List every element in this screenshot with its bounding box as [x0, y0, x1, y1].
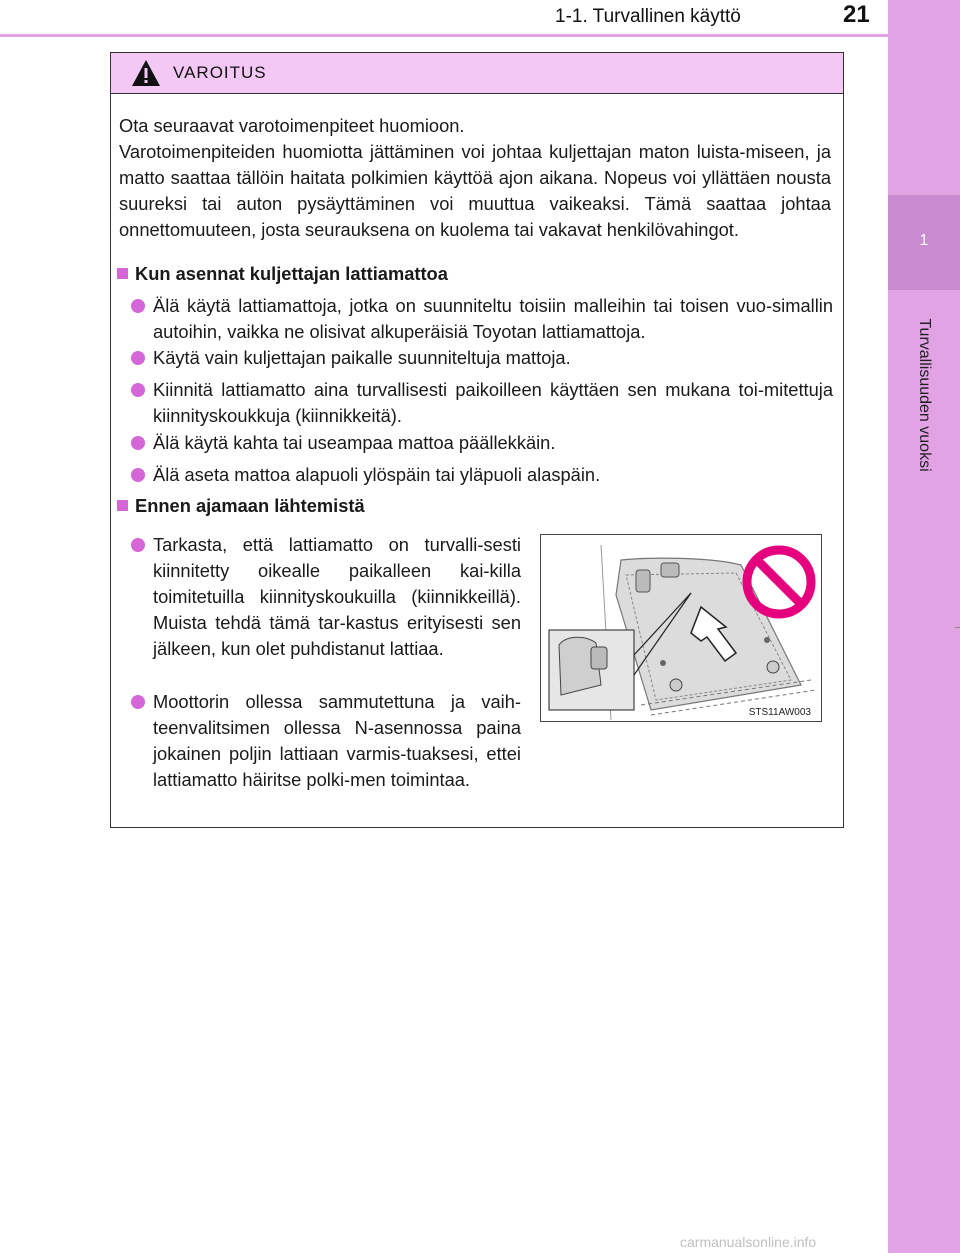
round-bullet-icon — [131, 468, 145, 482]
round-bullet-icon — [131, 299, 145, 313]
floor-mat-drawing — [541, 535, 822, 722]
list-item: Kiinnitä lattiamatto aina turvallisesti paikoilleen käyttäen sen mukana toi-mitettuja kiinnityskoukkuja (kiinnikkeitä). — [131, 377, 833, 429]
section-heading: Ennen ajamaan lähtemistä — [117, 495, 365, 517]
list-item: Älä aseta mattoa alapuoli ylöspäin tai yläpuoli alaspäin. — [131, 462, 833, 488]
round-bullet-icon — [131, 351, 145, 365]
header-rule — [0, 34, 888, 37]
square-bullet-icon — [117, 500, 128, 511]
intro-line: Ota seuraavat varotoimenpiteet huomioon. — [119, 115, 465, 136]
section-title: 1-1. Turvallinen käyttö — [555, 6, 741, 27]
list-item: Tarkasta, että lattiamatto on turvalli-sesti kiinnitetty oikealle paikalleen kai-killa toimitetuilla kiinnityskoukuilla (kiinnikkeillä). Muista tehdä tämä tar-kastus erityisesti sen jälkeen, kun olet puhdistanut lattiaa. — [131, 532, 521, 662]
list-item: Moottorin ollessa sammutettuna ja vaih-teenvalitsimen ollessa N-asennossa paina jokainen poljin lattiaan varmis-tuaksesi, ettei lattiamatto häiritse polki-men toimintaa. — [131, 689, 521, 793]
list-item: Älä käytä kahta tai useampaa mattoa päällekkäin. — [131, 430, 833, 456]
section-heading: Kun asennat kuljettajan lattiamattoa — [117, 263, 448, 285]
round-bullet-icon — [131, 383, 145, 397]
chapter-side-tab — [888, 0, 960, 1253]
warning-box — [110, 52, 844, 828]
list-item: Käytä vain kuljettajan paikalle suunniteltuja mattoja. — [131, 345, 833, 371]
floor-mat-illustration — [540, 534, 822, 722]
watermark: carmanualsonline.info — [680, 1234, 817, 1250]
intro-paragraph: Varotoimenpiteiden huomiotta jättäminen voi johtaa kuljettajan maton luista-miseen, ja matto saattaa tällöin haitata polkimien käyttöä ajon aikana. Nopeus voi yllättäen nousta suureksi tai auton pysäyttäminen voi muuttua vaikeaksi. Tämä saattaa johtaa onnettomuuteen, josta seurauksena on kuolema tai vakavat henkilövahingot. — [119, 141, 831, 240]
page-number: 21 — [843, 1, 870, 28]
warning-triangle-icon — [131, 59, 161, 87]
warning-header — [111, 53, 843, 94]
round-bullet-icon — [131, 436, 145, 450]
figure-code: STS11AW003 — [748, 707, 811, 718]
warning-title: VAROITUS — [173, 63, 267, 82]
list-item: Älä käytä lattiamattoja, jotka on suunniteltu toisiin malleihin tai toisen vuo-simallin autoihin, vaikka ne olisivat alkuperäisiä Toyotan lattiamattoja. — [131, 293, 833, 345]
round-bullet-icon — [131, 538, 145, 552]
side-tick — [955, 627, 960, 628]
chapter-title: Turvallisuuden vuoksi — [916, 318, 933, 472]
warning-intro — [119, 113, 831, 243]
chapter-number: 1 — [919, 232, 929, 249]
round-bullet-icon — [131, 695, 145, 709]
square-bullet-icon — [117, 268, 128, 279]
